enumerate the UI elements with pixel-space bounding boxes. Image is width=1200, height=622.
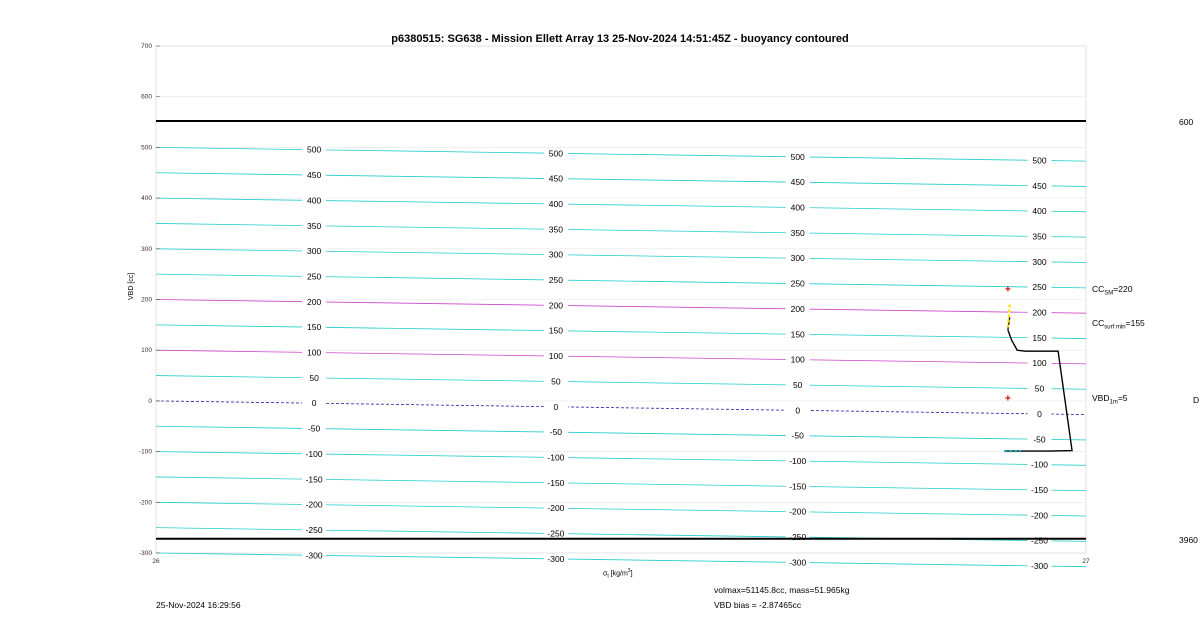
contour-label: -50 xyxy=(549,427,563,438)
contour-label: 400 xyxy=(1032,206,1047,217)
contour-label: 100 xyxy=(790,354,805,365)
contour-label: -300 xyxy=(305,550,323,561)
contour-label: 100 xyxy=(307,347,322,358)
contour-line xyxy=(156,553,1086,567)
contour-label: -300 xyxy=(789,557,807,568)
contour-label: 400 xyxy=(790,202,805,213)
contour-label: 0 xyxy=(553,401,559,412)
cc-sm-label xyxy=(1092,284,1132,297)
contour-label: -250 xyxy=(1030,535,1049,546)
contour-label: -200 xyxy=(1030,510,1049,521)
contour-label: 50 xyxy=(1034,383,1045,394)
y-tick-label: 200 xyxy=(141,296,152,304)
contour-label: 500 xyxy=(790,151,805,162)
timestamp: 25-Nov-2024 16:29:56 xyxy=(156,600,241,610)
volmax-text: volmax=51145.8cc, mass=51.965kg xyxy=(714,585,850,595)
x-label-close: ] xyxy=(630,570,633,578)
contour-label: -150 xyxy=(305,474,323,485)
x-label-sub: t xyxy=(607,573,609,580)
vbd-1m-label xyxy=(1092,393,1128,406)
contour-label: 200 xyxy=(307,296,322,307)
contour-label: 200 xyxy=(548,300,563,311)
contour-label: -250 xyxy=(305,524,323,535)
contour-label: 300 xyxy=(548,249,563,260)
contour-label: -50 xyxy=(307,423,321,434)
contour-label: 0 xyxy=(795,405,801,416)
cc-surf-prefix: CC xyxy=(1092,318,1105,328)
contour-label: 350 xyxy=(1032,231,1047,242)
cc-sm-sub: SM xyxy=(1104,290,1114,297)
contour-label: 500 xyxy=(307,144,322,155)
cc-sm-value: =220 xyxy=(1113,284,1133,294)
contour-label: -100 xyxy=(1030,459,1049,470)
contour-label: -100 xyxy=(789,456,807,467)
contour-label: -50 xyxy=(791,430,804,441)
x-axis-label xyxy=(603,568,633,580)
y-tick-label: 100 xyxy=(141,347,152,355)
cc-sm-prefix: CC xyxy=(1092,284,1105,294)
contour-label: 450 xyxy=(548,173,563,184)
y-tick-label: -200 xyxy=(138,499,152,507)
contour-label: 0 xyxy=(1037,408,1042,419)
plus-marker: + xyxy=(1004,393,1011,405)
x-label-sup: 3 xyxy=(627,568,631,574)
contour-label: 300 xyxy=(790,253,805,264)
contour-label: 200 xyxy=(1032,307,1047,318)
contour-label: 500 xyxy=(548,148,563,159)
contour-label: 100 xyxy=(548,351,563,362)
contour-label: -150 xyxy=(547,477,565,488)
contour-label: 50 xyxy=(309,372,319,383)
contour-label: -200 xyxy=(789,506,807,517)
contour-label: 300 xyxy=(1032,256,1047,267)
depth-top-label: 600 xyxy=(1179,117,1194,127)
y-tick-label: 700 xyxy=(141,43,152,50)
vbd-1m-value: =5 xyxy=(1117,393,1128,403)
contour-label: 300 xyxy=(307,246,322,257)
cc-surf-value: =155 xyxy=(1125,318,1145,328)
contour-label: 100 xyxy=(1032,358,1047,369)
depth-bottom-label: 3960 xyxy=(1179,535,1198,545)
cc-surf-sub: surf min xyxy=(1104,324,1126,331)
plus-marker: + xyxy=(1004,284,1011,296)
contour-label: -200 xyxy=(305,499,323,510)
contour-label: 400 xyxy=(307,195,322,206)
y-axis-label: VBD [cc] xyxy=(128,272,135,300)
x-tick-label: 26 xyxy=(152,558,160,565)
contour-label: -150 xyxy=(1030,484,1049,495)
y-tick-label: 300 xyxy=(141,245,152,253)
contour-label: 200 xyxy=(790,303,805,314)
x-label-units: [kg/m xyxy=(608,570,628,578)
contour-label: -100 xyxy=(547,452,565,463)
contour-label: 250 xyxy=(307,271,322,282)
contour-label: 150 xyxy=(790,329,805,340)
edge-letter: D xyxy=(1193,395,1200,405)
contour-label: -300 xyxy=(547,553,565,564)
contour-label: 250 xyxy=(1032,282,1047,293)
y-tick-label: 500 xyxy=(141,144,152,152)
y-tick-label: 400 xyxy=(141,195,152,203)
contour-label: -100 xyxy=(305,448,323,459)
contour-label: 150 xyxy=(307,322,322,333)
vbd-1m-sub: 1m xyxy=(1109,399,1118,406)
y-tick-label: 600 xyxy=(141,93,152,101)
contour-label: 0 xyxy=(311,398,317,409)
contour-label: 150 xyxy=(548,325,563,336)
contour-label: 250 xyxy=(790,278,805,289)
y-tick-label: -300 xyxy=(138,550,152,557)
x-tick-label: 27 xyxy=(1082,558,1090,565)
contour-label: 500 xyxy=(1032,155,1047,166)
contour-label: 450 xyxy=(790,177,805,188)
contour-label: 50 xyxy=(551,376,561,387)
contour-label: 450 xyxy=(307,170,322,181)
contour-label: 350 xyxy=(790,227,805,238)
contour-label: -200 xyxy=(547,503,565,514)
contour-label: -250 xyxy=(547,528,565,539)
contour-label: 250 xyxy=(548,275,563,286)
vbd-bias-text: VBD bias = -2.87465cc xyxy=(714,600,802,610)
contour-label: 350 xyxy=(307,220,322,231)
cc-surf-min-label xyxy=(1092,318,1145,331)
contour-label: -250 xyxy=(789,532,807,543)
vbd-1m-prefix: VBD xyxy=(1092,393,1110,403)
x-label-sigma: σ xyxy=(603,570,608,578)
chart-title: p6380515: SG638 - Mission Ellett Array 13 25-Nov-2024 14:51:45Z - buoyancy contoured xyxy=(391,33,849,45)
contour-label: -150 xyxy=(789,481,807,492)
contour-label: 350 xyxy=(548,224,563,235)
contour-label: -300 xyxy=(1030,561,1049,572)
contour-label: 450 xyxy=(1032,180,1047,191)
contour-label: 150 xyxy=(1032,332,1047,343)
contour-label: -50 xyxy=(1033,434,1046,445)
contour-label: 50 xyxy=(792,379,803,390)
contour-label: 400 xyxy=(548,198,563,209)
y-tick-label: -100 xyxy=(138,448,152,456)
y-tick-label: 0 xyxy=(148,397,152,405)
